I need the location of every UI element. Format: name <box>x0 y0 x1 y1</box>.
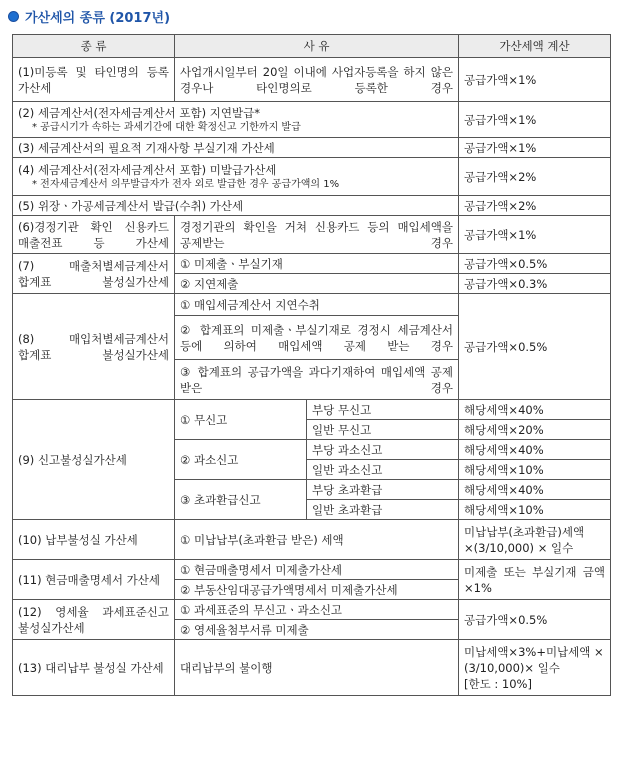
row-reason: 일반 무신고 <box>307 420 459 440</box>
row-reason: 대리납부의 불이행 <box>175 640 459 696</box>
table-row <box>13 58 611 102</box>
table-row <box>13 560 611 580</box>
row-reason: ② 부동산임대공급가액명세서 미제출가산세 <box>175 580 459 600</box>
bullet-icon <box>8 11 19 22</box>
row-reason: ① 과세표준의 무신고ㆍ과소신고 <box>175 600 459 620</box>
table-row <box>13 138 611 158</box>
table-row <box>13 294 611 316</box>
row-calc-limit: [한도 : 10%] <box>464 676 532 691</box>
table-row <box>13 520 611 560</box>
row-reason: ② 영세율첨부서류 미제출 <box>175 620 459 640</box>
row-sub-type: ③ 초과환급신고 <box>175 480 307 520</box>
row-type: (10) 납부불성실 가산세 <box>13 520 175 560</box>
row-type: (9) 신고불성실가산세 <box>13 400 175 520</box>
row-type <box>13 158 459 196</box>
additional-tax-table <box>12 34 611 696</box>
row-type <box>13 102 459 138</box>
row-calc: 해당세액×10% <box>459 460 611 480</box>
row-reason: ① 현금매출명세서 미제출가산세 <box>175 560 459 580</box>
row-calc: 공급가액×2% <box>459 158 611 196</box>
row-calc: 공급가액×0.5% <box>459 254 611 274</box>
row-calc: 미납납부(초과환급)세액 ×(3/10,000) × 일수 <box>459 520 611 560</box>
header-calc: 가산세액 계산 <box>459 35 611 58</box>
header-reason: 사 유 <box>175 35 459 58</box>
row-calc: 공급가액×1% <box>459 102 611 138</box>
row-type: (13) 대리납부 불성실 가산세 <box>13 640 175 696</box>
row-reason: 부당 무신고 <box>307 400 459 420</box>
row-type: (5) 위장ㆍ가공세금계산서 발급(수취) 가산세 <box>13 196 459 216</box>
row-reason: 사업개시일부터 20일 이내에 사업자등록을 하지 않은 경우나 타인명의로 등록한 경우 <box>175 58 459 102</box>
table-row <box>13 196 611 216</box>
row-calc: 해당세액×10% <box>459 500 611 520</box>
row-sub-type: ① 무신고 <box>175 400 307 440</box>
row-reason: ① 매입세금계산서 지연수취 <box>175 294 459 316</box>
row-calc: 공급가액×1% <box>459 216 611 254</box>
row-calc: 해당세액×20% <box>459 420 611 440</box>
row-reason: 부당 과소신고 <box>307 440 459 460</box>
header-row <box>13 35 611 58</box>
row-calc: 공급가액×0.5% <box>459 294 611 400</box>
row-reason: ② 지연제출 <box>175 274 459 294</box>
row-type-text: (4) 세금계산서(전자세금계산서 포함) 미발급가산세 <box>18 162 277 177</box>
header-type: 종 류 <box>13 35 175 58</box>
title-text: 가산세의 종류 (2017년) <box>25 10 171 26</box>
row-calc: 공급가액×2% <box>459 196 611 216</box>
row-reason: ③ 합계표의 공급가액을 과다기재하여 매입세액 공제 받은 경우 <box>175 360 459 400</box>
table-row <box>13 640 611 696</box>
table-row <box>13 400 611 420</box>
row-reason: 일반 초과환급 <box>307 500 459 520</box>
row-reason: ① 미납납부(초과환급 받은) 세액 <box>175 520 459 560</box>
row-type: (6)경정기관 확인 신용카드 매출전표 등 가산세 <box>13 216 175 254</box>
row-calc: 공급가액×1% <box>459 58 611 102</box>
row-calc: 공급가액×0.3% <box>459 274 611 294</box>
row-reason: 일반 과소신고 <box>307 460 459 480</box>
table-row <box>13 254 611 274</box>
row-reason: 경정기관의 확인을 거쳐 신용카드 등의 매입세액을 공제받는 경우 <box>175 216 459 254</box>
row-calc <box>459 640 611 696</box>
row-type-text: (2) 세금계산서(전자세금계산서 포함) 지연발급* <box>18 105 260 120</box>
row-type: (11) 현금매출명세서 가산세 <box>13 560 175 600</box>
table-row <box>13 158 611 196</box>
table-row <box>13 216 611 254</box>
row-type: (12) 영세율 과세표준신고 불성실가산세 <box>13 600 175 640</box>
row-calc: 해당세액×40% <box>459 480 611 500</box>
row-reason: ② 합계표의 미제출ㆍ부실기재로 경정시 세금계산서 등에 의하여 매입세액 공제 받는 경우 <box>175 316 459 360</box>
row-calc: 공급가액×0.5% <box>459 600 611 640</box>
row-calc: 해당세액×40% <box>459 400 611 420</box>
row-calc-formula: 미납세액×3%+미납세액 × (3/10,000)× 일수 <box>464 644 604 675</box>
row-calc: 미제출 또는 부실기재 금액×1% <box>459 560 611 600</box>
page-title <box>8 6 170 26</box>
row-calc: 해당세액×40% <box>459 440 611 460</box>
table-row <box>13 600 611 620</box>
row-type: (1)미등록 및 타인명의 등록 가산세 <box>13 58 175 102</box>
row-type: (7) 매출처별세금계산서 합계표 불성실가산세 <box>13 254 175 294</box>
table-row <box>13 102 611 138</box>
row-reason: 부당 초과환급 <box>307 480 459 500</box>
row-type: (8) 매입처별세금계산서 합계표 불성실가산세 <box>13 294 175 400</box>
row-reason: ① 미제출ㆍ부실기재 <box>175 254 459 274</box>
row-note: * 공급시기가 속하는 과세기간에 대한 확정신고 기한까지 발급 <box>32 121 301 133</box>
row-sub-type: ② 과소신고 <box>175 440 307 480</box>
row-type: (3) 세금계산서의 필요적 기재사항 부실기재 가산세 <box>13 138 459 158</box>
row-note: * 전자세금계산서 의무발급자가 전자 외로 발급한 경우 공급가액의 1% <box>32 178 340 190</box>
row-calc: 공급가액×1% <box>459 138 611 158</box>
